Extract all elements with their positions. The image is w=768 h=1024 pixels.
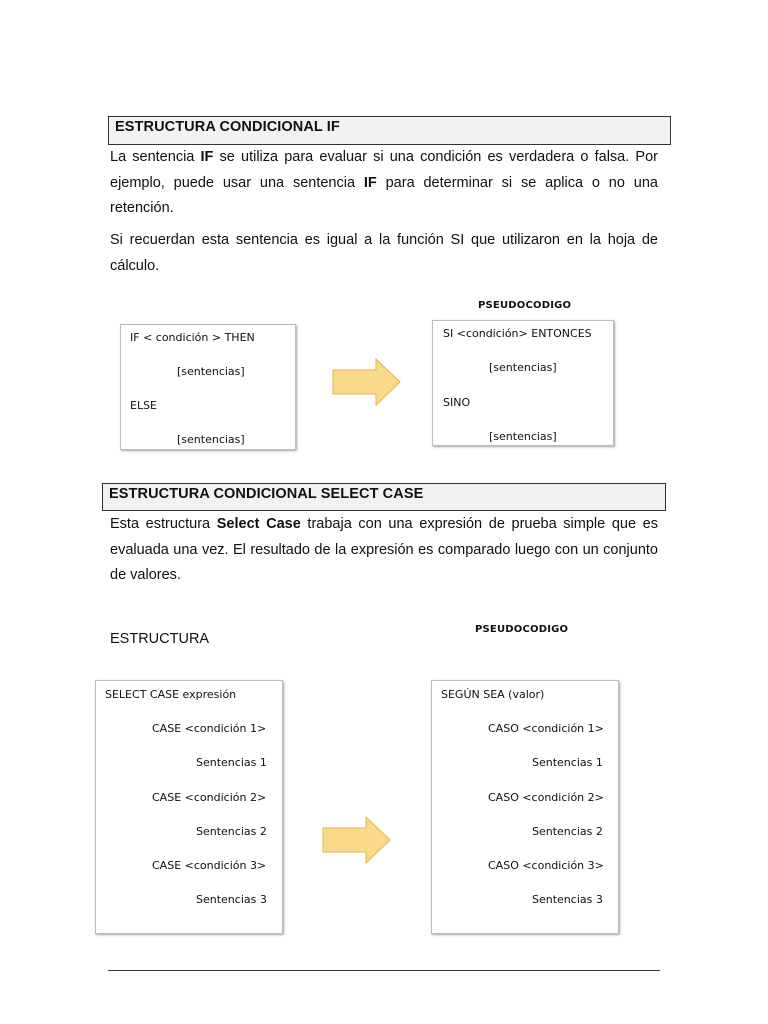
if-paragraph-1 <box>110 145 658 222</box>
case-pseudo-line-6: CASO <condición 3> <box>488 859 604 872</box>
if-code-line-4: [sentencias] <box>177 433 245 446</box>
case-code-line-2: CASE <condición 1> <box>152 722 267 735</box>
if-paragraph-2 <box>110 228 658 279</box>
if-pseudo-line-3: SINO <box>443 396 471 409</box>
structure-label: ESTRUCTURA <box>110 631 210 647</box>
if-right-arrow-icon <box>332 358 402 406</box>
if-code-box <box>120 324 296 450</box>
if-code-line-3: ELSE <box>130 399 158 412</box>
case-code-line-3: Sentencias 1 <box>196 756 267 769</box>
case-pseudo-line-2: CASO <condición 1> <box>488 722 604 735</box>
footer-divider <box>108 970 660 971</box>
case-pseudo-line-3: Sentencias 1 <box>532 756 603 769</box>
if-code-line-1: IF < condición > THEN <box>130 331 255 344</box>
if-p1-text-1: La sentencia <box>110 149 201 165</box>
if-p1-bold-1: IF <box>200 149 214 165</box>
case-paragraph-1 <box>110 512 658 589</box>
if-p2-text: Si recuerdan esta sentencia es igual a la función SI que utilizaron en la hoja de cálculo. <box>110 232 658 274</box>
if-p1-text-2: se utiliza para evaluar si una condición es verdadera o falsa. Por ejemplo, puede usar una sentencia <box>110 149 658 191</box>
case-p1-text-2: trabaja con una expresión de prueba simple que es evaluada una vez. El resultado de la expresión es comparado luego con un conjunto de valores. <box>110 516 658 583</box>
if-p1-bold-2: IF <box>363 174 377 191</box>
heading-if-text: ESTRUCTURA CONDICIONAL IF <box>115 119 340 135</box>
heading-select-case <box>102 483 666 511</box>
case-code-line-4: CASE <condición 2> <box>152 791 267 804</box>
case-code-line-1: SELECT CASE expresión <box>105 688 237 701</box>
case-code-line-5: Sentencias 2 <box>196 825 267 838</box>
case-pseudo-line-1: SEGÚN SEA (valor) <box>441 688 545 701</box>
case-right-arrow-icon <box>322 816 392 864</box>
if-p1-text-3: para determinar si se aplica o no una retención. <box>110 174 658 216</box>
case-pseudo-label: PSEUDOCODIGO <box>475 624 569 635</box>
heading-select-case-text: ESTRUCTURA CONDICIONAL SELECT CASE <box>109 486 424 502</box>
case-p1-text-1: Esta estructura <box>110 516 217 532</box>
case-pseudo-line-4: CASO <condición 2> <box>488 791 604 804</box>
if-code-line-2: [sentencias] <box>177 365 245 378</box>
if-pseudo-line-2: [sentencias] <box>489 361 557 374</box>
case-code-line-7: Sentencias 3 <box>196 893 267 906</box>
if-pseudo-box <box>432 320 614 446</box>
case-pseudo-line-7: Sentencias 3 <box>532 893 603 906</box>
case-code-line-6: CASE <condición 3> <box>152 859 267 872</box>
case-pseudo-line-5: Sentencias 2 <box>532 825 603 838</box>
heading-if <box>108 116 671 145</box>
if-pseudo-line-4: [sentencias] <box>489 430 557 443</box>
if-pseudo-line-1: SI <condición> ENTONCES <box>443 327 592 340</box>
case-pseudo-box <box>431 680 619 934</box>
case-code-box <box>95 680 283 934</box>
if-pseudo-label: PSEUDOCODIGO <box>478 300 572 311</box>
case-p1-bold-1: Select Case <box>216 516 301 532</box>
